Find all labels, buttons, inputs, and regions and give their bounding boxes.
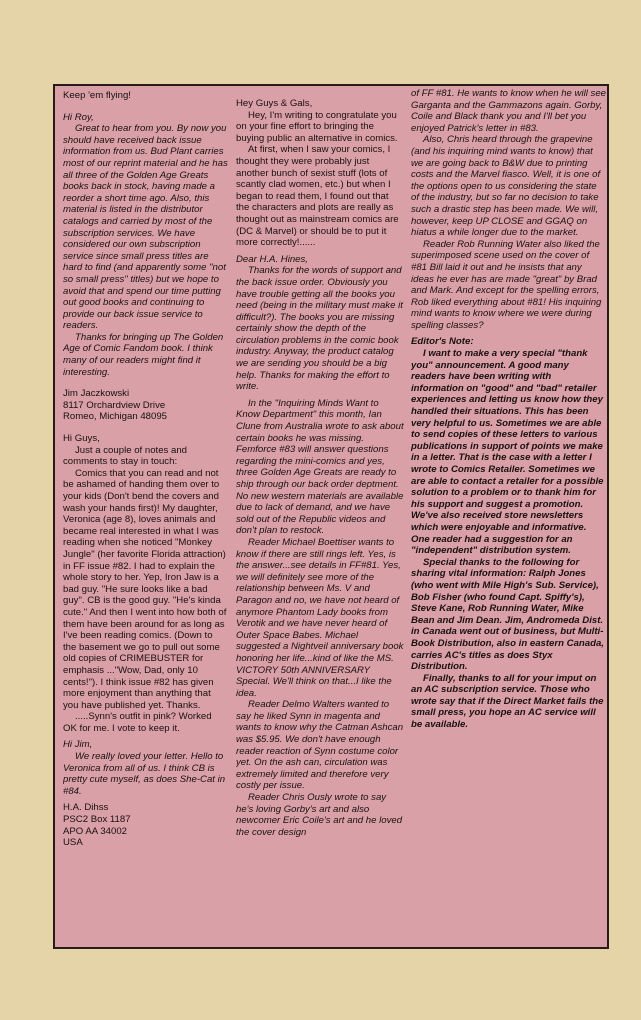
- editors-note-body: Special thanks to the following for sharing vital information: Ralph Jones (who went with Mile High's Sub. Service), Bob Fisher (who found Capt. Spiffy's), Steve Kane, Rob Running Water, Mike Bean and Jim Dean. Jim, Andromeda Dist. in Canada went out of business, but Multi-Book Distribution, also in eastern Canada, carries AC's titles as does Styx Distribution.: [411, 556, 604, 673]
- reply-body: Reader Delmo Walters wanted to say he liked Synn in magenta and wants to know why the Catman Ashcan was $5.95. We don't have enough reader reaction of Synn costume color yet. On the ash can, circulation was extremely limited and therefore very costly per issue.: [236, 699, 404, 792]
- reply-body: of FF #81. He wants to know when he will see Garganta and the Gammazons again. Gorby, Coile and Black thank you and I'll bet you enjoyed Patrick's letter in #83.: [411, 88, 606, 134]
- letter-body: .....Synn's outfit in pink? Worked OK for me. I vote to keep it.: [63, 711, 212, 734]
- letter-body: Hey, I'm writing to congratulate you on your fine effort to bringing the buying public an alternative in comics.: [236, 109, 398, 144]
- salutation: Keep 'em flying!: [63, 90, 131, 101]
- reply-body: In the "Inquiring Minds Want to Know Department" this month, Ian Clune from Australia wrote to ask about certain books he was missing. Femforce #83 will answer questions regarding the mini-comics and yes, three Golden Age Greats are ready to ship through our back order deptment. No new western materials are available due to lack of demand, and we have sold out of the Republic videos and don't plan to restock.: [236, 397, 404, 537]
- reply-body: Great to hear from you. By now you should have received back issue information from us. Bud Plant carries most of our reprint material and he has all three of the Golden Age Greats books back in stock, having made a reorder a short time ago. Also, this material is listed in the distributor catalogs and carried by most of the subscription services. We have considered our own subscription service since small press titles are hard to find (and apparently some "not so small press" titles) but we hope to avoid that and spend our time putting out good books and continuing to provide our back issue service to readers.: [63, 123, 228, 332]
- letter-greeting: Hi Guys,: [63, 433, 100, 445]
- reply-body: Reader Chris Ously wrote to say he's loving Gorby's art and also newcomer Eric Coile's art and he loved the cover design: [236, 792, 403, 838]
- letter-body: Comics that you can read and not be ashamed of handing them over to your kids (Don't bend the covers and wash your hands first)! My daughter, Veronica (age 8), loves animals and became real interested in what I was reading when she noticed "Monkey Jungle" (her favorite Florida attraction) in FF issue #82. I had to explain the whole story to her. Yep, Iron Jaw is a bad guy. "He sure looks like a bad guy". CB is the good guy. "He's kinda cute." And then I went into how both of them have been around for as long as I've been reading comics. (Down to the basement we go to pull out some old copies of CRIMEBUSTER for emphasis ..."Wow, Dad, only 10 cents!"). I think issue #82 has given more enjoyment than anything that you have published yet. Thanks.: [63, 467, 227, 711]
- signature-name: Jim Jaczkowski: [63, 388, 130, 400]
- editors-note-title: Editor's Note:: [411, 336, 474, 348]
- reply-greeting: Hi Jim,: [63, 739, 93, 751]
- signature-name: H.A. Dihss: [63, 802, 109, 814]
- signature-address: APO AA 34002: [63, 825, 128, 837]
- reply-body: Thanks for the words of support and the back issue order. Obviously you have trouble getting all the books you need (being in the military must make it difficult?). The books you are missing certainly show the depth of the circulation problems in the comic book industry. Anyway, the product catalog we are sending you should be a big help. Thanks for making the effort to write.: [236, 265, 403, 393]
- reply-body: Reader Rob Running Water also liked the superimposed scene used on the cover of #81 Bill laid it out and he insists that any ideas he ever has are made "great" by Brad and Mark. And except for the spelling errors, Rob liked everything about #81! His inquiring mind wants to know where we were during spelling classes?: [411, 238, 602, 331]
- letter-body: Just a couple of notes and comments to stay in touch:: [63, 444, 188, 468]
- editors-note-body: Finally, thanks to all for your imput on an AC subscription service. Those who wrote say that if the Direct Market fails the small press, you hope an AC service will be available.: [411, 672, 604, 731]
- letter-greeting: Hey Guys & Gals,: [236, 98, 313, 109]
- letters-column-3: [411, 86, 606, 947]
- letters-panel: [53, 84, 609, 949]
- reply-body: Reader Michael Boettiser wants to know if there are still rings left. Yes, is the answer...see details in FF#81. Yes, we will definitely see more of the relationship between Ms. V and Paragon and no, we have not heard of anymore Phantom Lady books from Verotik and we have never heard of Outer Space Babes. Michael suggested a Nightveil anniversary book honoring her life...kind of like the MS. VICTORY 50th ANNIVERSARY Special. We'll think on that...I like the idea.: [236, 536, 404, 699]
- signature-address: 8117 Orchardview Drive: [63, 399, 166, 411]
- letters-column-2: [236, 86, 404, 947]
- signature-address: PSC2 Box 1187: [63, 814, 131, 826]
- letters-column-1: [63, 86, 228, 947]
- signature-address: USA: [63, 837, 83, 849]
- reply-greeting: Hi Roy,: [63, 111, 94, 123]
- signature-address: Romeo, Michigan 48095: [63, 411, 167, 423]
- reply-thanks: Thanks for bringing up The Golden Age of Comic Fandom book. I think many of our readers might find it interesting.: [63, 331, 224, 378]
- reply-greeting: Dear H.A. Hines,: [236, 253, 308, 265]
- reply-body: We really loved your letter. Hello to Veronica from all of us. I think CB is pretty cute myself, as does She-Cat in #84.: [63, 751, 226, 797]
- editors-note-body: I want to make a very special "thank you" announcement. A good many readers have been writing with information on "good" and "bad" retailer experiences and letting us know how they handled their situations. This has been very helpful to us. Sometimes we are able to send copies of these letters to various publications in support of points we make in a letter. That is the case with a letter I wrote to Comics Retailer. Sometimes we are able to contact a retailer for a possible solution to a problem or to thank him for his support and suggest a promotion. We've also received store newsletters which were enjoyable and informative. One reader had a suggestion for an "independent" distribution system.: [411, 348, 604, 557]
- reply-body: Also, Chris heard through the grapevine (and his inquiring mind wants to know) that we are going back to B&W due to printing costs and the Marvel fiasco. Well, it is one of the options open to us considering the state of the industry, but so far no decision to take such a drastic step has been made. We will, however, keep UP CLOSE and GGAQ on hiatus a while longer due to the market.: [411, 134, 601, 239]
- letter-body: At first, when I saw your comics, I thought they were probably just another bunch of sexist stuff (lots of scantly clad women, etc.) but when I began to read them, I found out that the characters and plots are really as thought out as mainstream comics are (DC & Marvel) or should be to put it more correctly!......: [236, 144, 399, 249]
